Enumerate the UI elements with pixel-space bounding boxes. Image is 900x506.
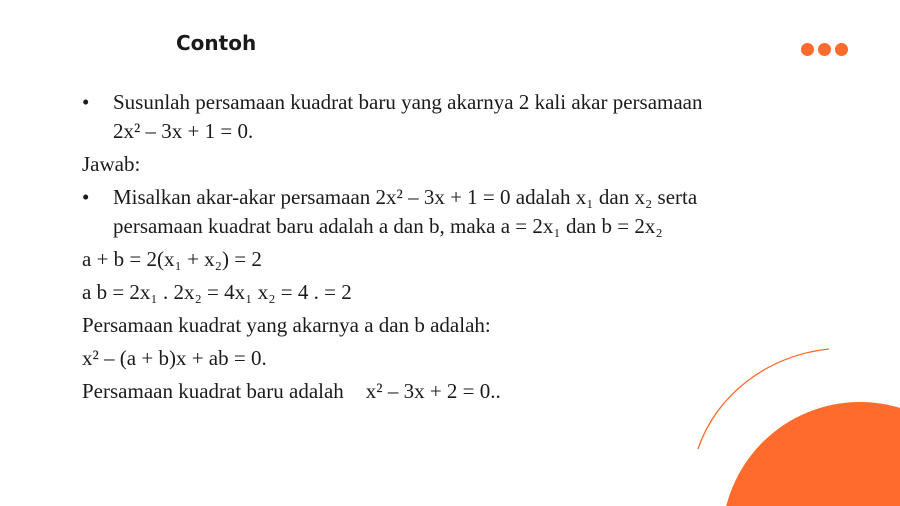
decorative-circle <box>722 402 900 506</box>
result-label: Persamaan kuadrat baru adalah <box>82 379 344 403</box>
slide-title: Contoh <box>176 31 257 55</box>
bullet: • <box>82 185 90 209</box>
answer-line-2: persamaan kuadrat baru adalah a dan b, maka a = 2x₁ dan b = 2x₂ <box>113 214 663 238</box>
question-line-2: 2x² – 3x + 1 = 0. <box>113 119 254 143</box>
product-of-roots-line: a b = 2x₁ . 2x₂ = 4x₁ x₂ = 4 . = 2 <box>82 280 352 304</box>
formula-intro-line: Persamaan kuadrat yang akarnya a dan b adalah: <box>82 313 491 337</box>
sum-of-roots-line: a + b = 2(x₁ + x₂) = 2 <box>82 247 262 271</box>
formula-line: x² – (a + b)x + ab = 0. <box>82 346 267 370</box>
bullet: • <box>82 90 90 114</box>
answer-line-1: Misalkan akar-akar persamaan 2x² – 3x + 1 = 0 adalah x₁ dan x₂ serta <box>113 185 698 209</box>
question-line-1: Susunlah persamaan kuadrat baru yang akarnya 2 kali akar persamaan <box>113 90 703 114</box>
result-equation: x² – 3x + 2 = 0.. <box>365 379 501 403</box>
answer-label: Jawab: <box>82 152 141 176</box>
